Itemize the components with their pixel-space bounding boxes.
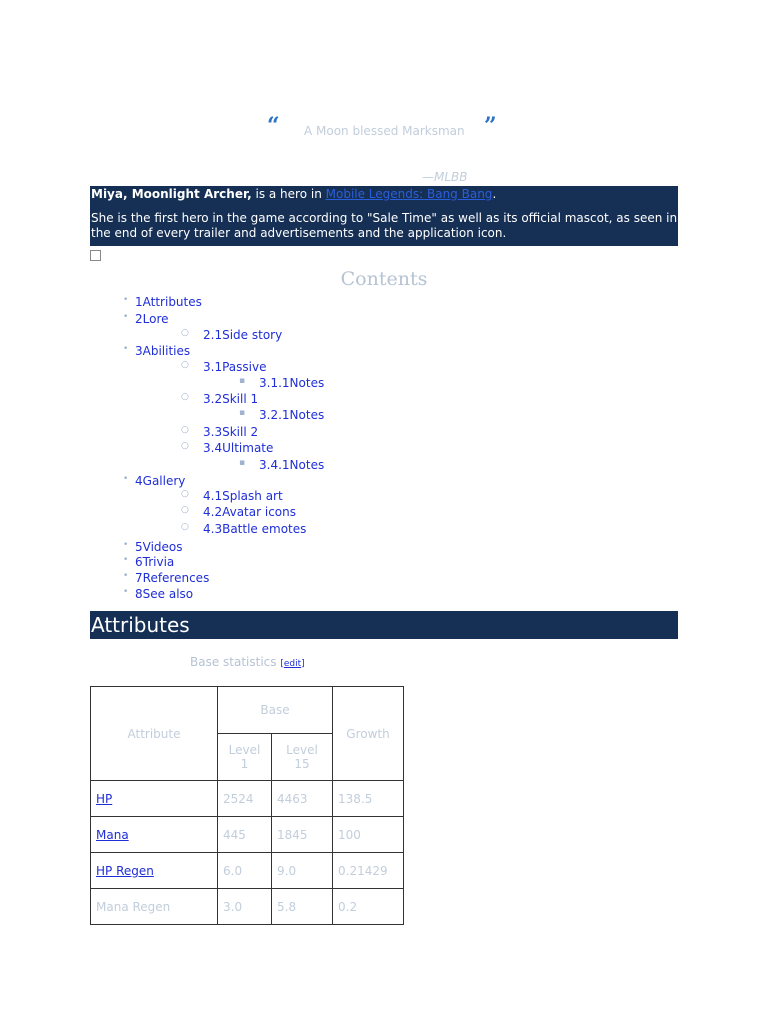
attribute-link[interactable]: HP Regen [96, 863, 154, 878]
toc-bullet-icon: • [123, 555, 129, 565]
toc-item-label: Notes [289, 376, 325, 390]
intro-banner [90, 186, 678, 246]
toc-item-number: 3.2.1 [259, 408, 290, 422]
cell-value: 138.5 [338, 791, 373, 806]
toc-bullet-icon: ○ [181, 360, 189, 370]
toc-item-number: 1 [135, 295, 143, 309]
edit-link[interactable]: edit [283, 659, 302, 669]
toc-item-label: Attributes [142, 295, 202, 309]
level-15-cell [272, 889, 333, 925]
table-row [91, 781, 404, 817]
toc-bullet-icon: ○ [181, 328, 189, 338]
toc-bullet-icon: ○ [181, 522, 189, 532]
toc-bullet-icon: ○ [181, 489, 189, 499]
toc-item-label: Ultimate [222, 441, 274, 455]
toc-toggle-checkbox[interactable] [90, 250, 101, 261]
quote-source: —MLBB [422, 170, 468, 184]
toc-item[interactable] [181, 505, 296, 519]
toc-bullet-icon: ○ [181, 425, 189, 435]
toc-item-number: 7 [135, 571, 143, 585]
toc-item[interactable] [181, 522, 307, 536]
game-link[interactable]: Mobile Legends: Bang Bang [325, 187, 493, 201]
open-quote-icon: “ [267, 113, 280, 139]
toc-item-number: 3.3 [203, 425, 223, 439]
level-1-cell [218, 817, 272, 853]
attribute-cell [91, 817, 218, 853]
toc-item[interactable] [181, 441, 274, 455]
toc-bullet-icon: ▪ [239, 376, 246, 386]
toc-item-number: 3.1 [203, 360, 223, 374]
cell-value: 3.0 [223, 899, 243, 914]
toc-bullet-icon: ▪ [239, 408, 246, 418]
intro-paragraph: She is the first hero in the game according to "Sale Time" as well as its official mascot, as seen in the end of every trailer and advertisements and the application icon. [91, 211, 678, 240]
toc-item-label: Passive [222, 360, 267, 374]
cell-value: 2524 [223, 791, 254, 806]
toc-item[interactable] [181, 360, 267, 374]
header-base: Base [218, 687, 333, 734]
cell-value: 100 [338, 827, 361, 842]
hero-name: Miya, Moonlight Archer, [91, 187, 252, 201]
toc-bullet-icon: • [123, 571, 129, 581]
attribute-cell [91, 781, 218, 817]
toc-item[interactable] [123, 344, 191, 358]
toc-item-label: Skill 2 [222, 425, 259, 439]
toc-bullet-icon: ▪ [239, 458, 246, 468]
toc-item-number: 3.4 [203, 441, 223, 455]
toc-title: Contents [340, 268, 428, 290]
table-row [91, 853, 404, 889]
toc-item-number: 2 [135, 312, 143, 326]
header-growth: Growth [333, 687, 404, 781]
toc-bullet-icon: • [123, 295, 129, 305]
toc-item[interactable] [181, 392, 259, 406]
level-1-cell [218, 889, 272, 925]
cell-value: Mana Regen [96, 899, 171, 914]
toc-item-label: Side story [222, 328, 283, 342]
intro-text: is a hero in [251, 187, 326, 201]
toc-item-number: 8 [135, 587, 143, 601]
cell-value: 5.8 [277, 899, 297, 914]
cell-value: 4463 [277, 791, 308, 806]
toc-item[interactable] [123, 312, 169, 326]
toc-item-number: 4.1 [203, 489, 223, 503]
toc-item-number: 3.1.1 [259, 376, 290, 390]
toc-item[interactable] [123, 587, 194, 601]
toc-item[interactable] [123, 295, 202, 309]
toc-item[interactable] [239, 408, 325, 422]
level-15-cell [272, 853, 333, 889]
cell-value: 445 [223, 827, 246, 842]
toc-item[interactable] [123, 571, 210, 585]
toc-item[interactable] [181, 489, 283, 503]
growth-cell [333, 781, 404, 817]
toc-item-number: 5 [135, 540, 143, 554]
toc-bullet-icon: ○ [181, 392, 189, 402]
cell-value: 6.0 [223, 863, 243, 878]
toc-bullet-icon: • [123, 474, 129, 484]
toc-item-label: Abilities [142, 344, 191, 358]
attribute-link[interactable]: HP [96, 791, 113, 806]
cell-value: 0.2 [338, 899, 358, 914]
level-1-cell [218, 853, 272, 889]
toc-item-number: 3.2 [203, 392, 223, 406]
toc-item-label: Battle emotes [222, 522, 307, 536]
quote-text: A Moon blessed Marksman [304, 124, 465, 138]
toc-item-number: 2.1 [203, 328, 223, 342]
cell-value: 1845 [277, 827, 308, 842]
toc-item-number: 3.4.1 [259, 458, 290, 472]
toc-item-label: Videos [142, 540, 183, 554]
toc-item-label: Lore [142, 312, 169, 326]
toc-bullet-icon: • [123, 344, 129, 354]
toc-bullet-icon: ○ [181, 441, 189, 451]
toc-item[interactable] [239, 458, 325, 472]
base-statistics-heading: Base statistics [edit] [190, 655, 305, 669]
level-15-cell [272, 781, 333, 817]
toc-item[interactable] [181, 328, 283, 342]
growth-cell [333, 853, 404, 889]
cell-value: 9.0 [277, 863, 297, 878]
level-1-cell [218, 781, 272, 817]
base-statistics-table [90, 686, 404, 925]
attribute-cell [91, 853, 218, 889]
table-row [91, 889, 404, 925]
level-15-cell [272, 817, 333, 853]
growth-cell [333, 889, 404, 925]
header-level-1: Level 1 [218, 734, 272, 781]
toc-item[interactable] [123, 540, 183, 554]
toc-item-label: References [142, 571, 210, 585]
toc-item-label: Avatar icons [222, 505, 296, 519]
toc-item-label: Gallery [142, 474, 186, 488]
base-statistics-label: Base statistics [190, 655, 277, 669]
table-row [91, 817, 404, 853]
toc-item-number: 6 [135, 555, 143, 569]
toc-item-label: Skill 1 [222, 392, 259, 406]
toc-item-label: See also [142, 587, 194, 601]
header-attribute: Attribute [91, 687, 218, 781]
toc-item-number: 4.2 [203, 505, 223, 519]
toc-bullet-icon: ○ [181, 505, 189, 515]
toc-bullet-icon: • [123, 587, 129, 597]
header-level-15: Level 15 [272, 734, 333, 781]
toc-item[interactable] [181, 425, 259, 439]
attribute-link[interactable]: Mana [96, 827, 129, 842]
toc-item[interactable] [239, 376, 325, 390]
toc-bullet-icon: • [123, 540, 129, 550]
toc-item-label: Splash art [222, 489, 283, 503]
section-title: Attributes [91, 613, 190, 637]
toc-item[interactable] [123, 474, 186, 488]
growth-cell [333, 817, 404, 853]
toc-item-number: 4.3 [203, 522, 223, 536]
toc-item-label: Notes [289, 408, 325, 422]
toc-item-label: Notes [289, 458, 325, 472]
intro-period: . [492, 187, 497, 201]
cell-value: 0.21429 [338, 863, 388, 878]
toc-item-label: Trivia [142, 555, 175, 569]
toc-bullet-icon: • [123, 312, 129, 322]
toc-item-number: 4 [135, 474, 143, 488]
toc-item-number: 3 [135, 344, 143, 358]
toc-item[interactable] [123, 555, 175, 569]
attribute-cell [91, 889, 218, 925]
close-quote-icon: ” [484, 113, 497, 139]
section-heading-attributes [90, 611, 678, 639]
